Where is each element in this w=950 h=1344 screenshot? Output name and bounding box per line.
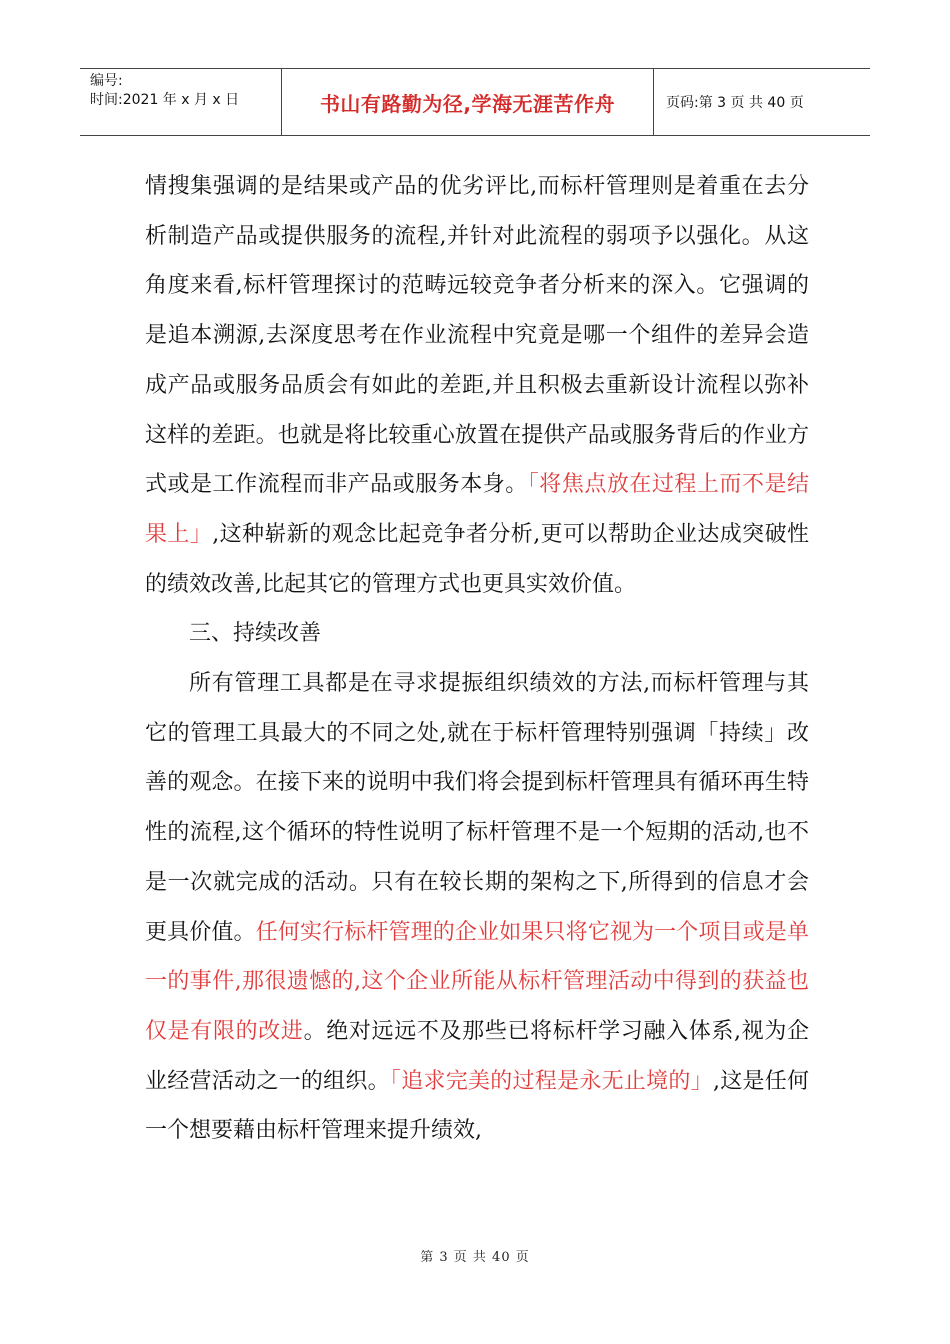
document-code-label: 编号: xyxy=(90,73,123,89)
highlight-run: 「追求完美的过程是永无止境的」 xyxy=(389,1068,713,1094)
page-header xyxy=(80,68,870,136)
header-meta-cell xyxy=(80,69,282,135)
highlight-run: 任何实行标杆管理的企业如果只将它视为一个项目或是单一的事件,那很遗憾的,这个企业所能从标杆管理活动中得到的获益也仅是有限的改进 xyxy=(145,919,809,1044)
document-body xyxy=(145,162,809,1156)
header-motto-cell xyxy=(282,69,654,135)
text-run: 。绝对远远不及那些已将标杆学习融入体系,视为企业经营活动之一的组织。 xyxy=(145,1018,809,1094)
highlight-run: 「将焦点放在过程上而不是结果上」 xyxy=(145,472,809,547)
text-run: 所有管理工具都是在寻求提振组织绩效的方法,而标杆管理与其它的管理工具最大的不同之处,就在于标杆管理特别强调「持续」改善的观念。在接下来的说明中我们将会提到标杆管理具有循环再生特性的流程,这个循环的特性说明了标杆管理不是一个短期的活动,也不是一次就完成的活动。只有在较长期的架构之下,所得到的信息才会更具价值。 xyxy=(145,671,809,945)
text-run: 情搜集强调的是结果或产品的优劣评比,而标杆管理则是着重在去分析制造产品或提供服务的流程,并针对此流程的弱项予以强化。从这角度来看,标杆管理探讨的范畴远较竞争者分析来的深入。它强调的是追本溯源,去深度思考在作业流程中究竟是哪一个组件的差异会造成产品或服务品质会有如此的差距,并且积极去重新设计流程以弥补这样的差距。也就是将比较重心放置在提供产品或服务背后的作业方式或是工作流程而非产品或服务本身。 xyxy=(145,174,809,498)
section-heading: 三、持续改善 xyxy=(189,621,322,647)
paragraph-2 xyxy=(145,659,809,1156)
paragraph-1 xyxy=(145,162,809,609)
header-page-info: 页码:第 3 页 共 40 页 xyxy=(666,95,804,111)
text-run: ,这是任何一个想要藉由标杆管理来提升绩效, xyxy=(145,1068,809,1144)
page-footer: 第 3 页 共 40 页 xyxy=(420,1250,530,1265)
header-page-cell xyxy=(654,69,870,135)
document-date: 时间:2021 年 x 月 x 日 xyxy=(90,92,240,108)
text-run: ,这种崭新的观念比起竞争者分析,更可以帮助企业达成突破性的绩效改善,比起其它的管理方式也更具实效价值。 xyxy=(145,521,809,597)
header-motto: 书山有路勤为径,学海无涯苦作舟 xyxy=(319,91,616,116)
